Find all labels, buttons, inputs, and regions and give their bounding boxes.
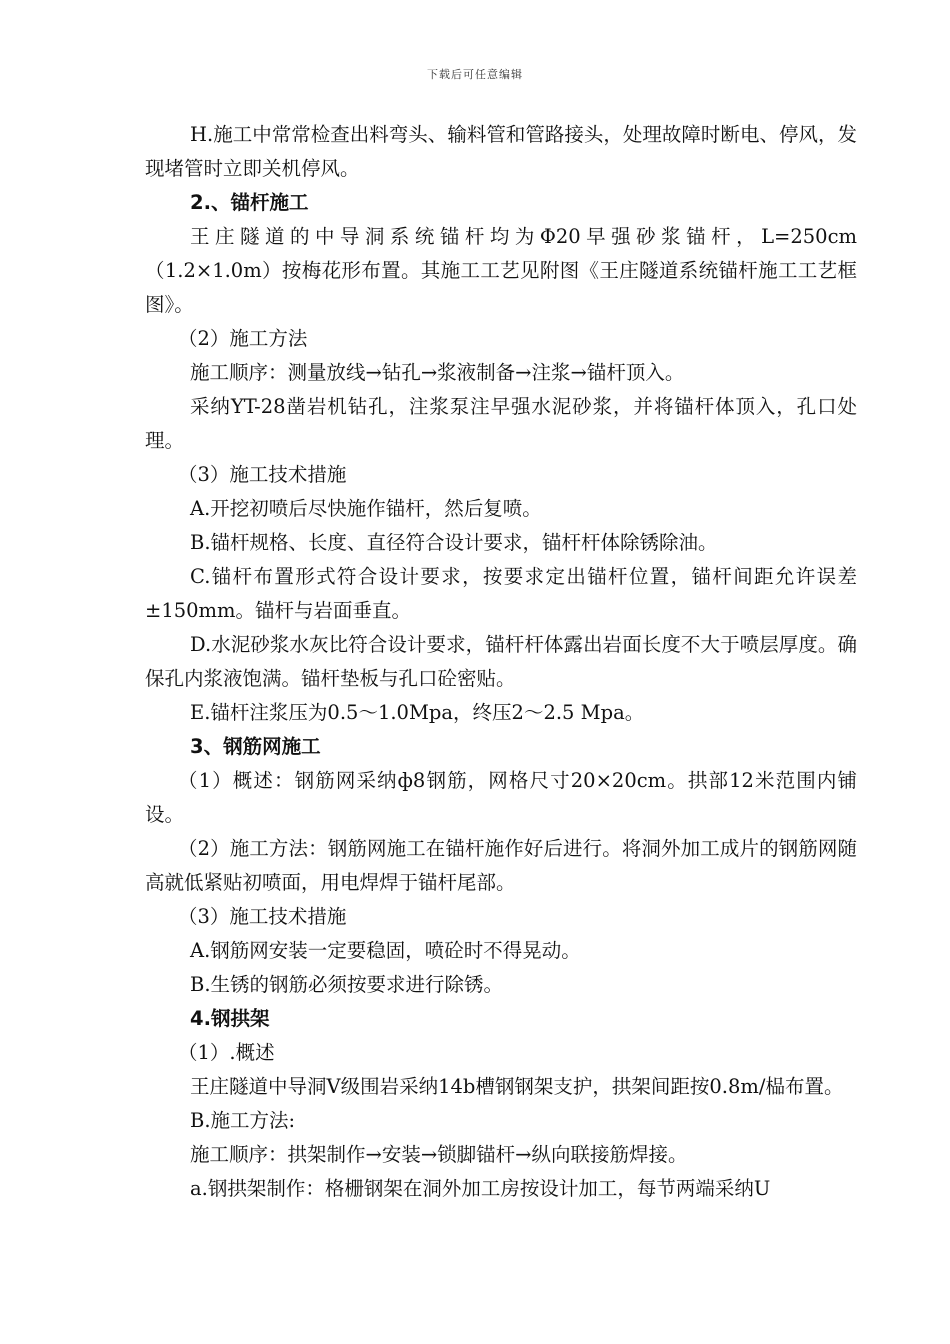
paragraph-arch-fabrication: a.钢拱架制作：格栅钢架在洞外加工房按设计加工，每节两端采纳U <box>190 1177 771 1200</box>
paragraph-sequence: 施工顺序：测量放线→钻孔→浆液制备→注浆→锚杆顶入。 <box>190 361 685 384</box>
paragraph-e: E.锚杆注浆压为0.5～1.0Mpa，终压2～2.5 Mpa。 <box>190 701 645 724</box>
paragraph-c: C.锚杆布置形式符合设计要求，按要求定出锚杆位置，锚杆间距允许误差±150mm。锚杆与岩面垂直。 <box>145 565 857 622</box>
paragraph-mesh-a: A.钢筋网安装一定要稳固，喷砼时不得晃动。 <box>190 939 581 962</box>
page-header: 下载后可任意编辑 <box>427 68 523 81</box>
paragraph-a: A.开挖初喷后尽快施作锚杆，然后复喷。 <box>190 497 542 520</box>
paragraph-mesh-method: （2）施工方法：钢筋网施工在锚杆施作好后进行。将洞外加工成片的钢筋网随高就低紧贴初喷面，用电焊焊于锚杆尾部。 <box>145 837 857 894</box>
paragraph-drilling: 采纳YT-28凿岩机钻孔，注浆泵注早强水泥砂浆，并将锚杆体顶入，孔口处理。 <box>145 395 857 452</box>
paragraph-arch-method: B.施工方法: <box>190 1109 296 1132</box>
subheading-measures: （3）施工技术措施 <box>178 463 347 486</box>
paragraph-mesh-b: B.生锈的钢筋必须按要求进行除锈。 <box>190 973 504 996</box>
section-heading-arch: 4.钢拱架 <box>190 1007 270 1030</box>
paragraph-arch-sequence: 施工顺序：拱架制作→安装→锁脚锚杆→纵向联接筋焊接。 <box>190 1143 688 1166</box>
paragraph-mesh-overview: （1）概述：钢筋网采纳ф8钢筋，网格尺寸20×20cm。拱部12米范围内铺设。 <box>145 769 857 826</box>
subheading-arch-overview: （1）.概述 <box>178 1041 275 1064</box>
paragraph-arch-overview: 王庄隧道中导洞Ⅴ级围岩采纳14b槽钢钢架支护，拱架间距按0.8m/榀布置。 <box>190 1075 844 1098</box>
subheading-method: （2）施工方法 <box>178 327 308 350</box>
section-heading-anchor-bolt: 2.、锚杆施工 <box>190 191 309 214</box>
section-heading-mesh: 3、钢筋网施工 <box>190 735 321 758</box>
subheading-mesh-measures: （3）施工技术措施 <box>178 905 347 928</box>
paragraph-b: B.锚杆规格、长度、直径符合设计要求，锚杆杆体除锈除油。 <box>190 531 718 554</box>
paragraph-d: D.水泥砂浆水灰比符合设计要求，锚杆杆体露出岩面长度不大于喷层厚度。确保孔内浆液饱满。锚杆垫板与孔口砼密贴。 <box>145 633 857 690</box>
paragraph-anchor-overview: 王庄隧道的中导洞系统锚杆均为Φ20早强砂浆锚杆，L=250cm（1.2×1.0m）按梅花形布置。其施工工艺见附图《王庄隧道系统锚杆施工工艺框图》。 <box>145 225 857 316</box>
paragraph-h: H.施工中常常检查出料弯头、输料管和管路接头，处理故障时断电、停风，发现堵管时立即关机停风。 <box>145 123 857 180</box>
document-body <box>145 118 857 1206</box>
